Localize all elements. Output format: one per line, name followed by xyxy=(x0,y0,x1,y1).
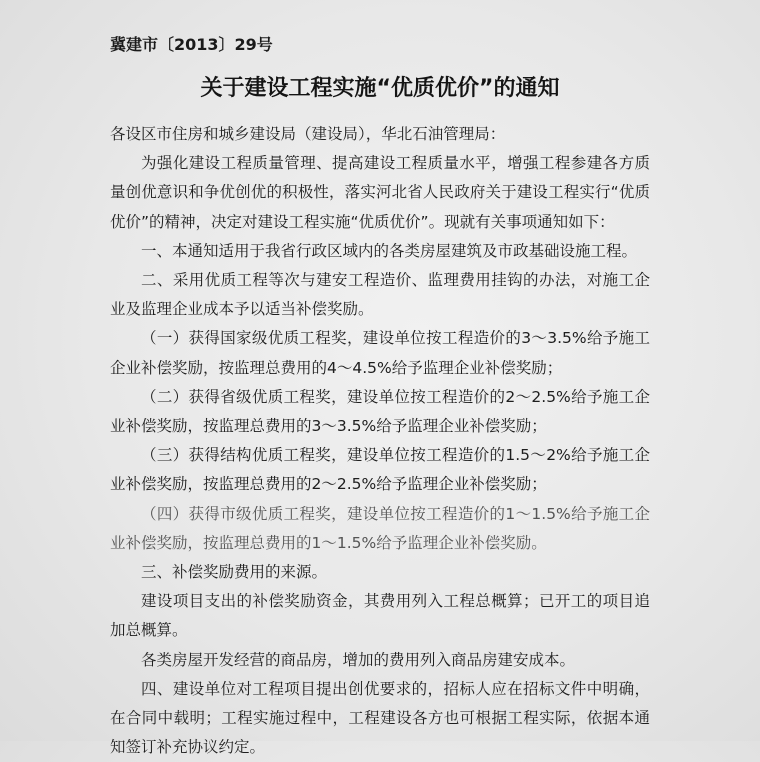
document-number: 冀建市〔2013〕29号 xyxy=(110,35,273,54)
paragraph-municipal-award: （四）获得市级优质工程奖，建设单位按工程造价的1～1.5%给予施工企业补偿奖励，按监理总费用的1～1.5%给予监理企业补偿奖励。 xyxy=(110,504,650,552)
document-title: 关于建设工程实施“优质优价”的通知 xyxy=(200,76,560,101)
paragraph-funding-housing: 各类房屋开发经营的商品房，增加的费用列入商品房建安成本。 xyxy=(141,650,576,669)
paragraph-funding-heading: 三、补偿奖励费用的来源。 xyxy=(141,563,328,582)
document-body xyxy=(110,120,650,762)
paragraph-national-award: （一）获得国家级优质工程奖，建设单位按工程造价的3～3.5%给予施工企业补偿奖励，按监理总费用的4～4.5%给予监理企业补偿奖励； xyxy=(110,329,650,377)
paragraph-intro: 为强化建设工程质量管理、提高建设工程质量水平，增强工程参建各方质量创优意识和争优创优的积极性，落实河北省人民政府关于建设工程实行“优质优价”的精神，决定对建设工程实施“优质优价”。现就有关事项通知如下： xyxy=(110,154,650,231)
paragraph-tender-requirement: 四、建设单位对工程项目提出创优要求的，招标人应在招标文件中明确，在合同中载明；工程实施过程中，工程建设各方也可根据工程实际，依据本通知签订补充协议约定。 xyxy=(110,679,650,757)
salutation: 各设区市住房和城乡建设局（建设局），华北石油管理局： xyxy=(110,125,506,143)
paragraph-method: 二、采用优质工程等次与建安工程造价、监理费用挂钩的办法，对施工企业及监理企业成本予以适当补偿奖励。 xyxy=(110,271,650,319)
paragraph-provincial-award: （二）获得省级优质工程奖，建设单位按工程造价的2～2.5%给予施工企业补偿奖励，按监理总费用的3～3.5%给予监理企业补偿奖励； xyxy=(110,387,650,436)
paragraph-structural-award: （三）获得结构优质工程奖，建设单位按工程造价的1.5～2%给予施工企业补偿奖励，按监理总费用的2～2.5%给予监理企业补偿奖励； xyxy=(110,446,650,494)
paragraph-funding-project: 建设项目支出的补偿奖励资金，其费用列入工程总概算；已开工的项目追加总概算。 xyxy=(110,592,650,640)
paragraph-scope: 一、本通知适用于我省行政区域内的各类房屋建筑及市政基础设施工程。 xyxy=(141,241,638,260)
